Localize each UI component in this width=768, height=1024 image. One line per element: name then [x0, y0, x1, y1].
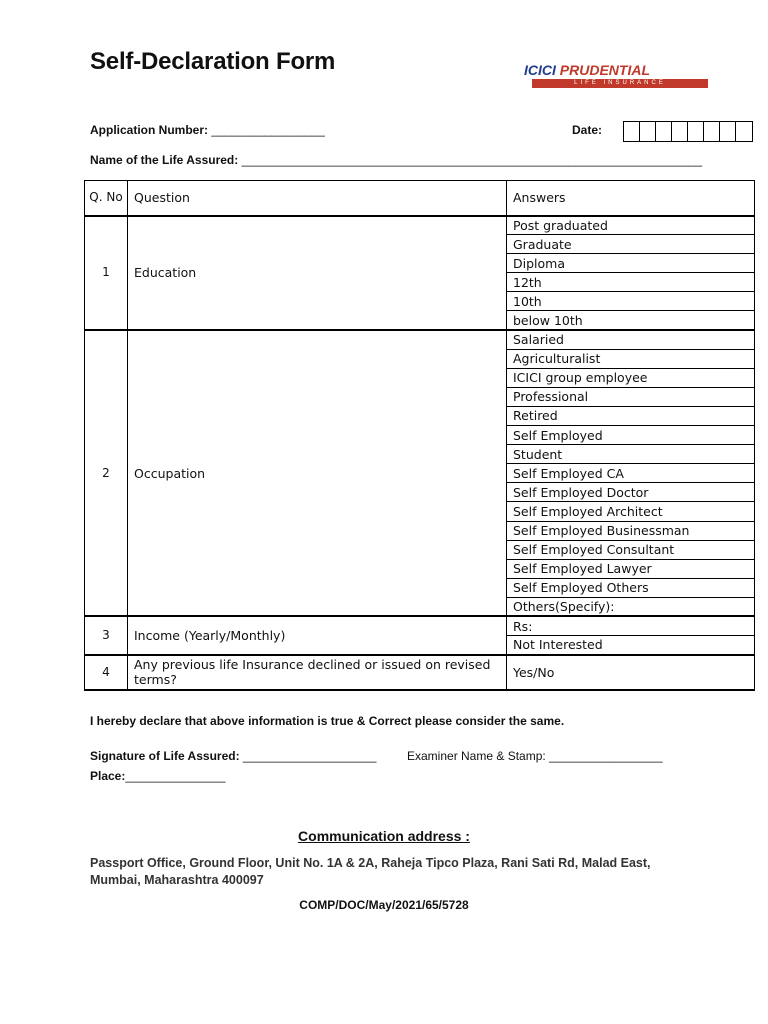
application-number-field[interactable]: _________________ [211, 123, 325, 137]
date-box[interactable] [720, 122, 736, 141]
question-number: 1 [85, 216, 128, 331]
place-field[interactable]: _______________ [125, 769, 226, 783]
answer-option[interactable]: Self Employed Doctor [507, 483, 755, 502]
answer-option[interactable]: Graduate [507, 235, 755, 254]
answer-option[interactable]: 10th [507, 292, 755, 311]
question-number: 2 [85, 330, 128, 616]
examiner-row [407, 749, 663, 763]
communication-address: Passport Office, Ground Floor, Unit No. 1A & 2A, Raheja Tipco Plaza, Rani Sati Rd, Malad East, Mumbai, Maharashtra 400097 [90, 856, 651, 887]
answer-option[interactable]: Others(Specify): [507, 597, 755, 616]
application-number-label: Application Number: [90, 123, 209, 137]
place-row [90, 769, 225, 783]
life-assured-field[interactable]: _____________________________________________________________________ [241, 153, 703, 167]
answer-option[interactable]: Post graduated [507, 216, 755, 235]
answer-option[interactable]: Self Employed Architect [507, 502, 755, 521]
answer-option[interactable]: Student [507, 445, 755, 464]
table-row [85, 216, 755, 235]
answer-option[interactable]: Self Employed Others [507, 578, 755, 597]
communication-title-text: Communication address : [298, 828, 470, 844]
answer-option[interactable]: Rs: [507, 616, 755, 635]
table-row [85, 616, 755, 635]
document-reference: COMP/DOC/May/2021/65/5728 [299, 898, 469, 912]
signature-row [90, 749, 376, 763]
examiner-field[interactable]: _________________ [549, 749, 663, 763]
date-box[interactable] [672, 122, 688, 141]
answer-option[interactable]: Professional [507, 387, 755, 406]
table-row [85, 330, 755, 349]
examiner-label: Examiner Name & Stamp: [407, 749, 546, 763]
date-box[interactable] [640, 122, 656, 141]
icici-prudential-logo [524, 62, 736, 92]
life-assured-row [90, 153, 702, 167]
question-text: Any previous life Insurance declined or issued on revised terms? [128, 655, 507, 690]
date-box[interactable] [736, 122, 752, 141]
date-box[interactable] [688, 122, 704, 141]
table-row [85, 655, 755, 690]
answer-option[interactable]: Yes/No [507, 655, 755, 690]
answer-option[interactable]: Diploma [507, 254, 755, 273]
answer-option[interactable]: Salaried [507, 330, 755, 349]
header-qno: Q. No [85, 181, 128, 216]
question-text: Occupation [128, 330, 507, 616]
header-question: Question [128, 181, 507, 216]
table-header-row [85, 181, 755, 216]
answer-option[interactable]: ICICI group employee [507, 368, 755, 387]
answer-option[interactable]: Agriculturalist [507, 349, 755, 368]
question-text: Income (Yearly/Monthly) [128, 616, 507, 654]
question-text: Education [128, 216, 507, 331]
answer-option[interactable]: 12th [507, 273, 755, 292]
answer-option[interactable]: Self Employed Businessman [507, 521, 755, 540]
question-number: 3 [85, 616, 128, 654]
answer-option[interactable]: below 10th [507, 311, 755, 330]
logo-text-icici: ICICI [524, 62, 556, 78]
answer-option[interactable]: Self Employed Lawyer [507, 559, 755, 578]
signature-field[interactable]: ____________________ [242, 749, 377, 763]
declaration-text: I hereby declare that above information is true & Correct please consider the same. [90, 714, 565, 728]
answer-option[interactable]: Retired [507, 406, 755, 425]
date-box[interactable] [704, 122, 720, 141]
communication-title [0, 828, 768, 844]
declaration-table [84, 180, 755, 691]
header-answers: Answers [507, 181, 755, 216]
question-number: 4 [85, 655, 128, 690]
answer-option[interactable]: Self Employed CA [507, 464, 755, 483]
date-label: Date: [572, 123, 603, 137]
form-title: Self-Declaration Form [90, 48, 336, 75]
application-number-row [90, 123, 325, 137]
logo-tagline: LIFE INSURANCE [532, 79, 708, 88]
life-assured-label: Name of the Life Assured: [90, 153, 239, 167]
place-label: Place: [90, 769, 126, 783]
logo-text-prudential: PRUDENTIAL [559, 62, 651, 78]
date-boxes[interactable] [623, 121, 753, 142]
answer-option[interactable]: Self Employed [507, 426, 755, 445]
date-box[interactable] [624, 122, 640, 141]
answer-option[interactable]: Self Employed Consultant [507, 540, 755, 559]
signature-label: Signature of Life Assured: [90, 749, 240, 763]
answer-option[interactable]: Not Interested [507, 636, 755, 655]
date-box[interactable] [656, 122, 672, 141]
